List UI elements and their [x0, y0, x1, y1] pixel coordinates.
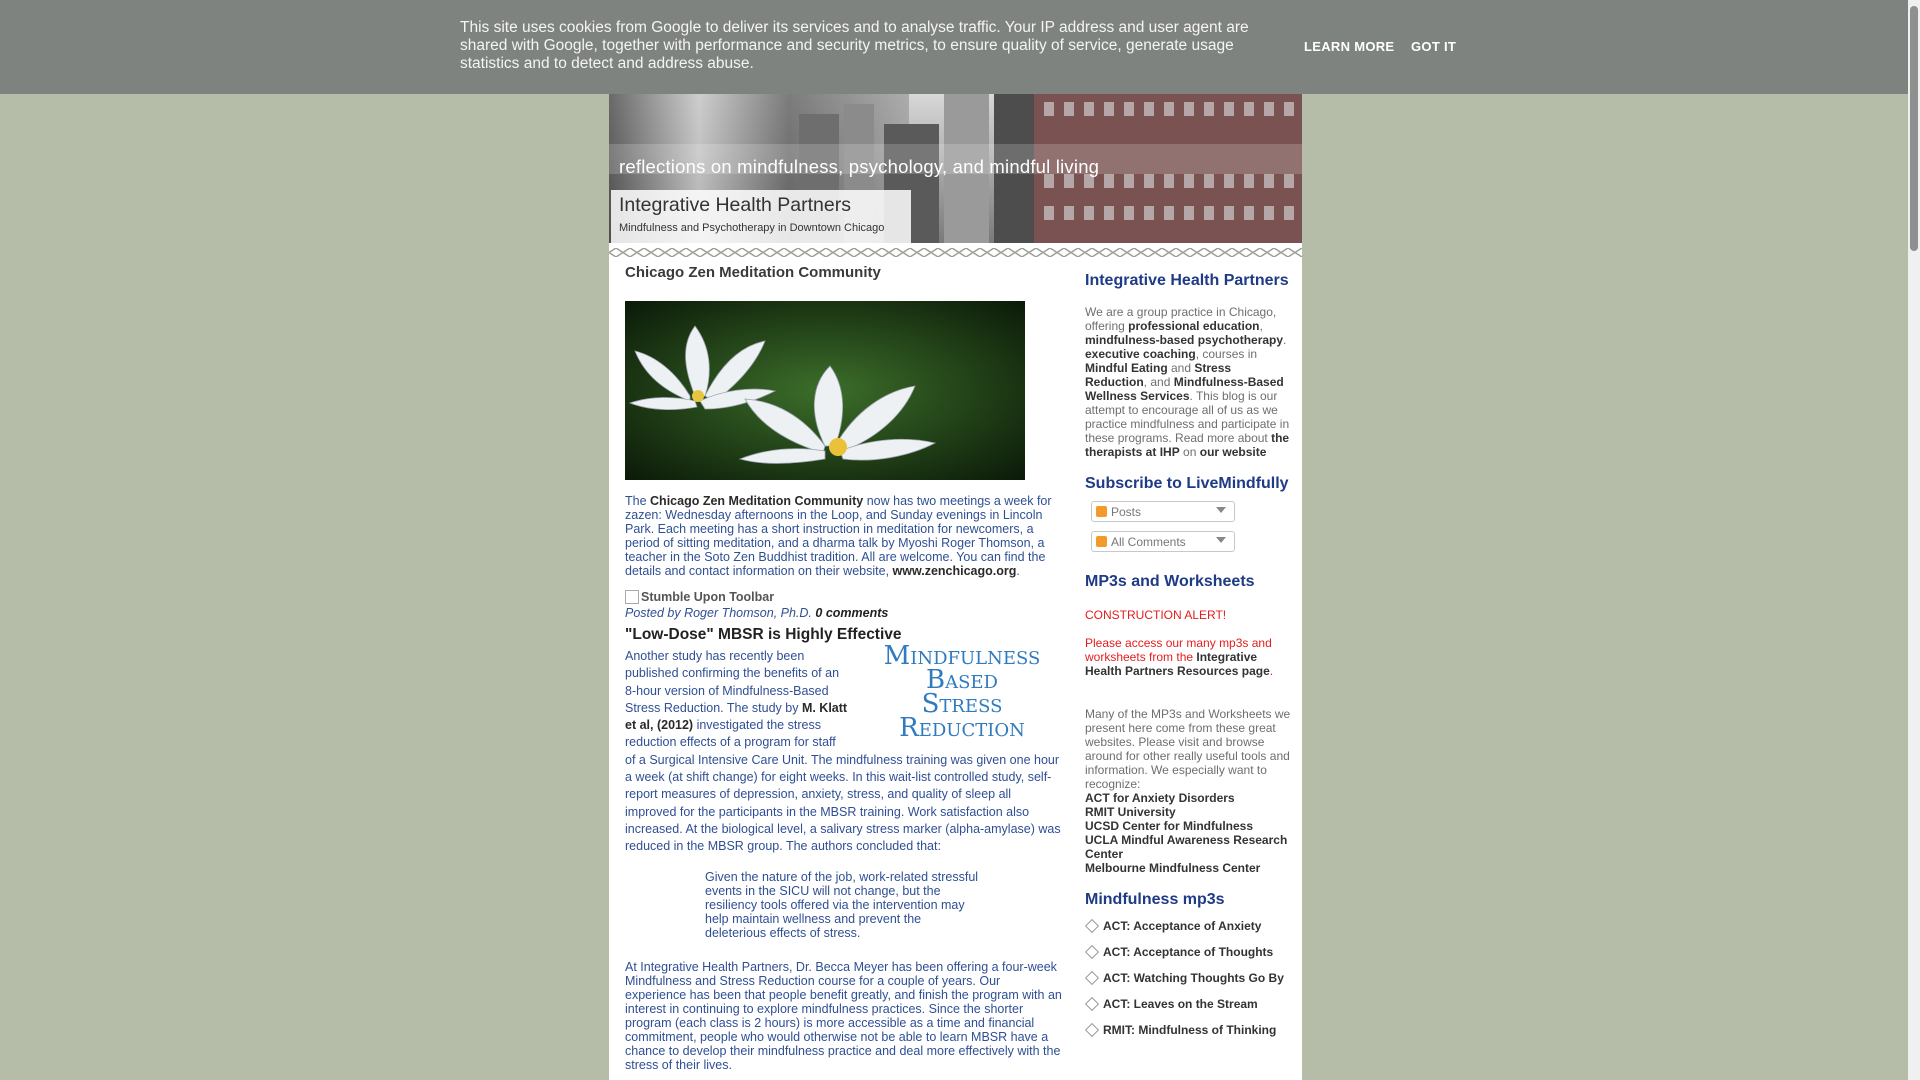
post-body: Mindfulness Based Stress Reduction Another study has recently been published confirming the benefits of an 8-hour version of Mindfulness-Based Stress Reduction. The study by M. Klatt et al, (2012) investigated the stress reduction effects of a program for staff of a Surgical Intensive Care Unit. The mindfulness training was given one hour a week (at shift change) for eight weeks. In this wait-list controlled study, self-report measures of depression, anxiety, stress, and quality of sleep all improved for the participants in the MBSR training. Work satisfaction also increased. At the biological level, a salivary stress marker (alpha-amylase) was reduced in the MBSR group. The authors concluded that:	[625, 641, 1061, 854]
link-stress-reduction[interactable]: Stress Reduction	[1085, 361, 1232, 389]
header-tagline: reflections on mindfulness, psychology, and mindful living	[619, 156, 1100, 177]
bullet-icon	[1085, 919, 1099, 933]
post-footer	[625, 606, 1062, 620]
sidebar-mp3-heading: MP3s and Worksheets	[1085, 573, 1255, 590]
rss-icon	[1096, 506, 1107, 517]
link-executive-coaching[interactable]: executive coaching	[1085, 347, 1196, 361]
sidebar-mp3s-heading: Mindfulness mp3s	[1085, 891, 1225, 908]
post-title[interactable]: Chicago Zen Meditation Community	[625, 264, 881, 281]
header-brand: Integrative Health Partners	[619, 194, 851, 216]
header-subtitle: Mindfulness and Psychotherapy in Downtown Chicago	[619, 222, 885, 234]
blog-page	[609, 0, 1302, 1080]
link-our-website[interactable]: our website	[1199, 445, 1267, 459]
sidebar	[1085, 271, 1293, 1047]
list-item[interactable]: RMIT: Mindfulness of Thinking	[1085, 1021, 1293, 1040]
link-melbourne[interactable]: Melbourne Mindfulness Center	[1085, 861, 1261, 875]
construction-alert: CONSTRUCTION ALERT!	[1085, 608, 1227, 622]
comments-link[interactable]: 0 comments	[815, 606, 889, 620]
study-link[interactable]: M. Klatt et al, (2012)	[625, 700, 848, 733]
main-content	[625, 266, 1062, 1072]
bullet-icon	[1085, 997, 1099, 1011]
mp3-source-intro: Many of the MP3s and Worksheets we present here come from these great websites. Please visit and browse around for other really useful tools and information. We especially want to recognize:	[1085, 707, 1291, 791]
about-text: We are a group practice in Chicago, offering professional education, mindfulness-based psychotherapy. executive coaching, courses in Mindful Eating and Stress Reduction, and Mindfulness-Based Wellness Services. This blog is our attempt to encourage all of us as we practice mindfulness and participate in these programs. Read more about the therapists at IHP on our website	[1085, 305, 1290, 459]
post-paragraph: At Integrative Health Partners, Dr. Becca Meyer has been offering a four-week Mindfulness and Stress Reduction course for a couple of years. Our experience has been that people benefit greatly, and finish the program with an interest in continuing to explore mindfulness practices. Since the shorter program (each class is 2 hours) is more accessible as a time and financial commitment, people who would otherwise not be able to learn MBSR have a chance to develop their mindfulness practice and deal more effectively with the stress of their lives.	[625, 959, 1062, 1072]
bullet-icon	[1085, 1023, 1099, 1037]
resources-page-link[interactable]: Integrative Health Partners Resources page	[1085, 650, 1270, 678]
link-rmit[interactable]: RMIT University	[1085, 805, 1176, 819]
learn-more-button[interactable]: LEARN MORE	[1304, 39, 1395, 54]
list-item[interactable]: ACT: Leaves on the Stream	[1085, 995, 1293, 1014]
page-scrollbar[interactable]	[1908, 0, 1920, 1080]
list-item[interactable]: ACT: Acceptance of Thoughts	[1085, 943, 1293, 962]
broken-image-icon	[625, 590, 639, 604]
link-therapists[interactable]: the therapists at IHP	[1085, 431, 1290, 459]
blockquote: Given the nature of the job, work-related stressful events in the SICU will not change, but the resiliency tools offered via the intervention may help maintain wellness and prevent the deleterious effects of stress.	[705, 869, 979, 940]
post-author: Posted by Roger Thomson, Ph.D.	[625, 606, 812, 620]
post-title[interactable]: "Low-Dose" MBSR is Highly Effective	[625, 626, 902, 643]
bullet-icon	[1085, 945, 1099, 959]
scrollbar-thumb[interactable]	[1910, 6, 1918, 251]
bullet-icon	[1085, 971, 1099, 985]
link-mindful-eating[interactable]: Mindful Eating	[1085, 361, 1168, 375]
post-body: The Chicago Zen Meditation Community now has two meetings a week for zazen: Wednesday afternoons in the Loop, and Sunday evenings in Lincoln Park. Each meeting has a short instruction in meditation for newcomers, a period of sitting meditation, and a dharma talk by Myoshi Roger Thomson, a teacher in the Soto Zen Buddhist tradition. All are welcome. You can find the details and contact information on their website, www.zenchicago.org.	[625, 494, 1052, 578]
access-note: Please access our many mp3s and worksheets from the Integrative Health Partners Resources page.	[1085, 636, 1274, 678]
header-divider	[609, 248, 1302, 257]
subscribe-posts-dropdown[interactable]: Posts	[1091, 501, 1235, 522]
got-it-button[interactable]: GOT IT	[1411, 39, 1457, 54]
list-item[interactable]: ACT: Acceptance of Anxiety	[1085, 917, 1293, 936]
stumble-upon-toolbar[interactable]: Stumble Upon Toolbar	[625, 590, 1062, 604]
lotus-photo	[625, 301, 1025, 480]
link-act-anxiety[interactable]: ACT for Anxiety Disorders	[1085, 791, 1235, 805]
chevron-down-icon	[1216, 507, 1226, 513]
chevron-down-icon	[1216, 537, 1226, 543]
link-professional-education[interactable]: professional education	[1128, 319, 1260, 333]
link-psychotherapy[interactable]: mindfulness-based psychotherapy	[1085, 333, 1284, 347]
blog-header-banner[interactable]	[609, 94, 1302, 243]
link-wellness-services[interactable]: Mindfulness-Based Wellness Services	[1085, 375, 1284, 403]
source-links	[1085, 791, 1293, 875]
sidebar-subscribe-heading: Subscribe to LiveMindfully	[1085, 475, 1289, 492]
list-item[interactable]: ACT: Watching Thoughts Go By	[1085, 969, 1293, 988]
cookie-consent-bar	[0, 0, 1908, 94]
mbsr-logo: Mindfulness Based Stress Reduction	[883, 641, 1041, 743]
link-ucla[interactable]: UCLA Mindful Awareness Research Center	[1085, 833, 1288, 861]
cookie-message: This site uses cookies from Google to deliver its services and to analyse traffic. Your IP address and user agent are shared with Google, together with performance and security metrics, to ensure quality of service, generate usage statistics and to detect and address abuse.	[460, 19, 1249, 72]
subscribe-comments-dropdown[interactable]: All Comments	[1091, 531, 1235, 552]
sidebar-about-heading: Integrative Health Partners	[1085, 272, 1289, 289]
rss-icon	[1096, 536, 1107, 547]
link-ucsd[interactable]: UCSD Center for Mindfulness	[1085, 819, 1254, 833]
website-link[interactable]: www.zenchicago.org	[892, 564, 1017, 578]
org-link[interactable]: Chicago Zen Meditation Community	[650, 494, 864, 508]
